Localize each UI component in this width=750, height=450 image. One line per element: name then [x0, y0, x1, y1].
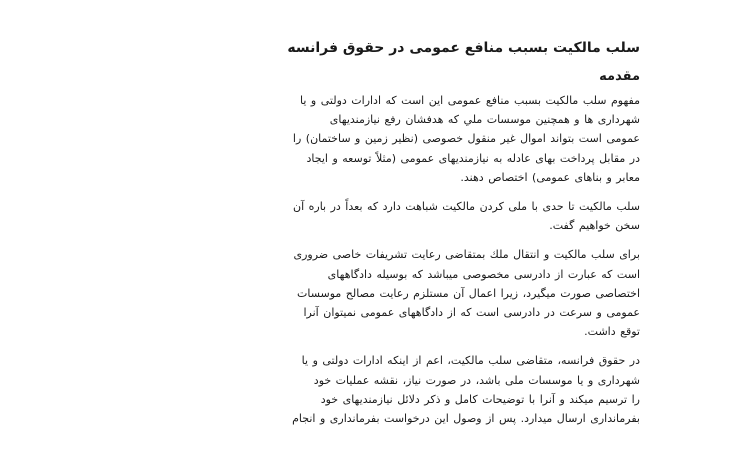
paragraph-line: توقع داشت.	[584, 325, 640, 339]
paragraph-line: مفهوم سلب مالکیت بسبب منافع عمومی این است که ادارات دولتی و یا	[300, 94, 640, 107]
paragraph-line: را ترسیم میکند و آنرا با توضیحات کامل و ذکر دلائل نیازمندیهای خود	[320, 392, 640, 406]
paragraph	[118, 197, 640, 235]
paragraph	[118, 91, 640, 187]
paragraph-line: است که عبارت از دادرسی مخصوصی میباشد که بوسیله دادگاههای	[327, 267, 640, 281]
paragraph	[118, 351, 640, 428]
paragraph-line: شهرداری و یا موسسات ملی باشد، در صورت نیاز، نقشه عملیات خود	[313, 373, 640, 387]
paragraph-line: بفرمانداری ارسال میدارد. پس از وصول این درخواست بفرمانداری و انجام	[292, 412, 640, 426]
paragraph-line: عمومی و سرعت در دادرسی است که از دادگاههای عمومی نمیتوان آنرا	[303, 306, 640, 320]
paragraph-line: در حقوق فرانسه، متقاضی سلب مالکیت، اعم از اینکه ادارات دولتی و یا	[301, 354, 640, 368]
document-body	[118, 38, 640, 438]
paragraph-line: سخن خواهیم گفت.	[549, 219, 640, 233]
paragraph-line: برای سلب مالکیت و انتقال ملك بمتقاضی رعایت تشریفات خاصی ضروری	[293, 248, 640, 262]
paragraph-line: عمومی است بتواند اموال غیر منقول خصوصی (نظیر زمین و ساختمان) را	[292, 132, 640, 146]
paragraph	[118, 245, 640, 341]
paragraph-line: سلب مالکیت تا حدی با ملی کردن مالکیت شباهت دارد که بعداً در باره آن	[292, 200, 640, 214]
paragraph-line: معابر و بناهای عمومی) اختصاص دهند.	[460, 170, 640, 184]
document-title: سلب مالکیت بسبب منافع عمومی در حقوق فرانسه	[287, 40, 640, 56]
paragraph-line: در مقابل پرداخت بهای عادله به نیازمندیهای عمومی (مثلاً توسعه و ایجاد	[306, 151, 640, 165]
paragraph-line: شهرداری ها و همچنین موسسات ملي که هدفشان رفع نیازمندیهای	[329, 113, 640, 127]
section-heading: مقدمه	[599, 69, 640, 84]
paragraph-line: اختصاصی صورت میگیرد، زیرا اعمال آن مستلزم رعایت مصالح موسسات	[297, 286, 640, 300]
